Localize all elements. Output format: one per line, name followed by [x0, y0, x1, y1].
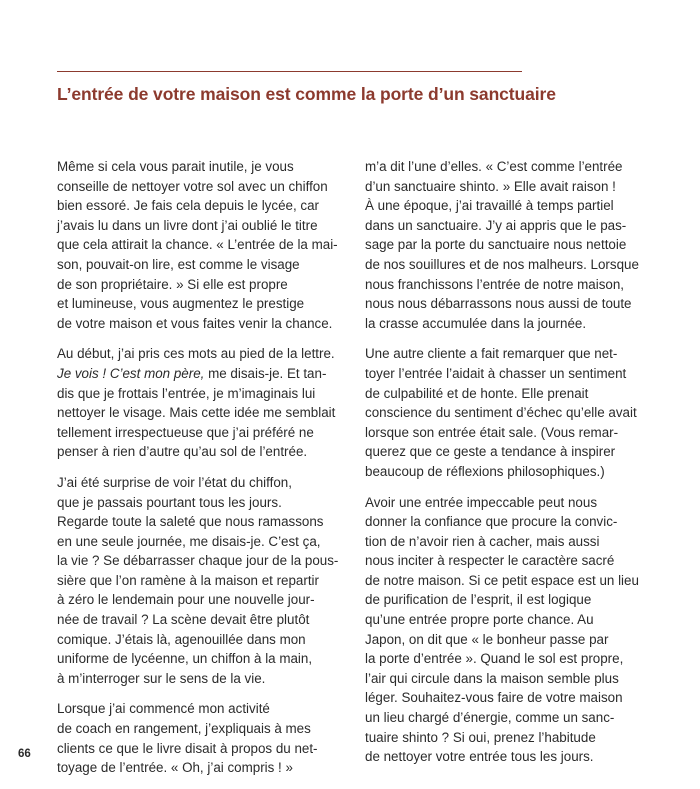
text-line: tellement irrespectueuse que j’ai préféré ne	[57, 424, 314, 440]
text-line: de coach en rangement, j’expliquais à mes	[57, 721, 311, 737]
left-column	[57, 157, 339, 789]
text-line: Avoir une entrée impeccable peut nous	[365, 494, 598, 510]
text-line: d’un sanctuaire shinto. » Elle avait raison !	[365, 178, 616, 194]
paragraph-6	[365, 344, 637, 481]
text-line: Même si cela vous parait inutile, je vous	[57, 159, 294, 174]
text-line: Regarde toute la saleté que nous ramassons	[57, 514, 324, 530]
text-line: nettoyer le visage. Mais cette idée me semblait	[57, 405, 336, 421]
text-line: l’air qui circule dans la maison semble plus	[365, 670, 619, 686]
page-number: 66	[18, 748, 31, 760]
text-line: penser à rien d’autre qu’au sol de l’entrée.	[57, 444, 308, 460]
text-line: que je passais pourtant tous les jours.	[57, 494, 282, 510]
text-line: conseille de nettoyer votre sol avec un chiffon	[57, 178, 328, 194]
text-line: beaucoup de réflexions philosophiques.)	[365, 463, 605, 479]
text-line	[57, 364, 327, 384]
text-line: donner la confiance que procure la convic-	[365, 514, 618, 530]
text-line: et lumineuse, vous augmentez le prestige	[57, 296, 305, 312]
paragraph-7	[365, 493, 639, 767]
text-line: Au début, j’ai pris ces mots au pied de la lettre.	[57, 346, 335, 362]
paragraph-2	[57, 344, 336, 462]
right-column	[365, 157, 639, 778]
text-line: tuaire shinto ? Si oui, prenez l’habitude	[365, 729, 596, 745]
text-line: toyage de l’entrée. « Oh, j’ai compris ! »	[57, 760, 293, 776]
text-line: léger. Souhaitez-vous faire de votre maison	[365, 690, 623, 706]
italic-phrase: Je vois ! C’est mon père,	[57, 365, 205, 381]
text-line: toyer l’entrée l’aidait à chasser un sentiment	[365, 365, 627, 381]
text-line: comique. J’étais là, agenouillée dans mon	[57, 631, 306, 647]
text-line: bien essoré. Je fais cela depuis le lycée, car	[57, 198, 320, 214]
text-line: nous nous débarrassons nous aussi de toute	[365, 296, 632, 312]
text-line: nous inciter à respecter le caractère sacré	[365, 553, 615, 569]
text-line: un lieu chargé d’énergie, comme un sanc-	[365, 710, 615, 726]
text-line: à m’interroger sur le sens de la vie.	[57, 670, 266, 686]
text-line: de votre maison et vous faites venir la chance.	[57, 315, 333, 331]
text-line: querez que ce geste a tendance à inspirer	[365, 444, 616, 460]
text-line: que cela attirait la chance. « L’entrée de la mai-	[57, 237, 338, 253]
paragraph-4	[57, 699, 319, 777]
text-line: Une autre cliente a fait remarquer que net-	[365, 346, 618, 362]
page-title: L’entrée de votre maison est comme la porte d’un sanctuaire	[57, 84, 556, 104]
text-line: j’avais lu dans un livre dont j’ai oublié le titre	[57, 217, 318, 233]
text-line: de son propriétaire. » Si elle est propre	[57, 276, 288, 292]
text-line: la porte d’entrée ». Quand le sol est propre,	[365, 651, 624, 667]
text-line: en une seule journée, me disais-je. C’est ça,	[57, 533, 321, 549]
paragraph-1	[57, 157, 338, 333]
text-line: m’a dit l’une d’elles. « C’est comme l’entrée	[365, 159, 623, 174]
text-line: de culpabilité et de honte. Elle prenait	[365, 385, 589, 401]
paragraph-5	[365, 157, 639, 333]
text-line: de nettoyer votre entrée tous les jours.	[365, 749, 594, 765]
text-line: nous franchissons l’entrée de notre maison,	[365, 276, 625, 292]
text-line: lorsque son entrée était sale. (Vous remar-	[365, 424, 619, 440]
text-line: la crasse accumulée dans la journée.	[365, 315, 587, 331]
text-line: sage par la porte du sanctuaire nous nettoie	[365, 237, 627, 253]
text-line: À une époque, j’ai travaillé à temps partiel	[365, 198, 614, 214]
text-line: née de travail ? La scène devait être plutôt	[57, 612, 310, 628]
paragraph-3	[57, 473, 339, 689]
text-line: dans un sanctuaire. J’y ai appris que le pas-	[365, 217, 627, 233]
text-line: son, pouvait-on lire, est comme le visage	[57, 256, 300, 272]
text-line: qu’une entrée propre porte chance. Au	[365, 612, 594, 628]
text-line: uniforme de lycéenne, un chiffon à la main,	[57, 651, 313, 667]
text-line: à zéro le lendemain pour une nouvelle jour-	[57, 592, 315, 608]
text-line: Lorsque j’ai commencé mon activité	[57, 701, 270, 717]
title-rule	[57, 71, 522, 72]
text-line: Japon, on dit que « le bonheur passe par	[365, 631, 609, 647]
text-line: dis que je frottais l’entrée, je m’imaginais lui	[57, 385, 316, 401]
text-line: la vie ? Se débarrasser chaque jour de la pous-	[57, 553, 339, 569]
text-line: conscience du sentiment d’échec qu’elle avait	[365, 405, 637, 421]
text-fragment: me disais-je. Et tan-	[204, 365, 327, 381]
text-line: de nos souillures et de nos malheurs. Lorsque	[365, 256, 639, 272]
text-line: tion de n’avoir rien à cacher, mais aussi	[365, 533, 600, 549]
text-line: clients ce que le livre disait à propos du net-	[57, 740, 318, 756]
text-line: de purification de l’esprit, il est logique	[365, 592, 592, 608]
text-line: sière que l’on ramène à la maison et repartir	[57, 572, 319, 588]
text-line: de notre maison. Si ce petit espace est un lieu	[365, 572, 639, 588]
text-line: J’ai été surprise de voir l’état du chiffon,	[57, 474, 292, 490]
